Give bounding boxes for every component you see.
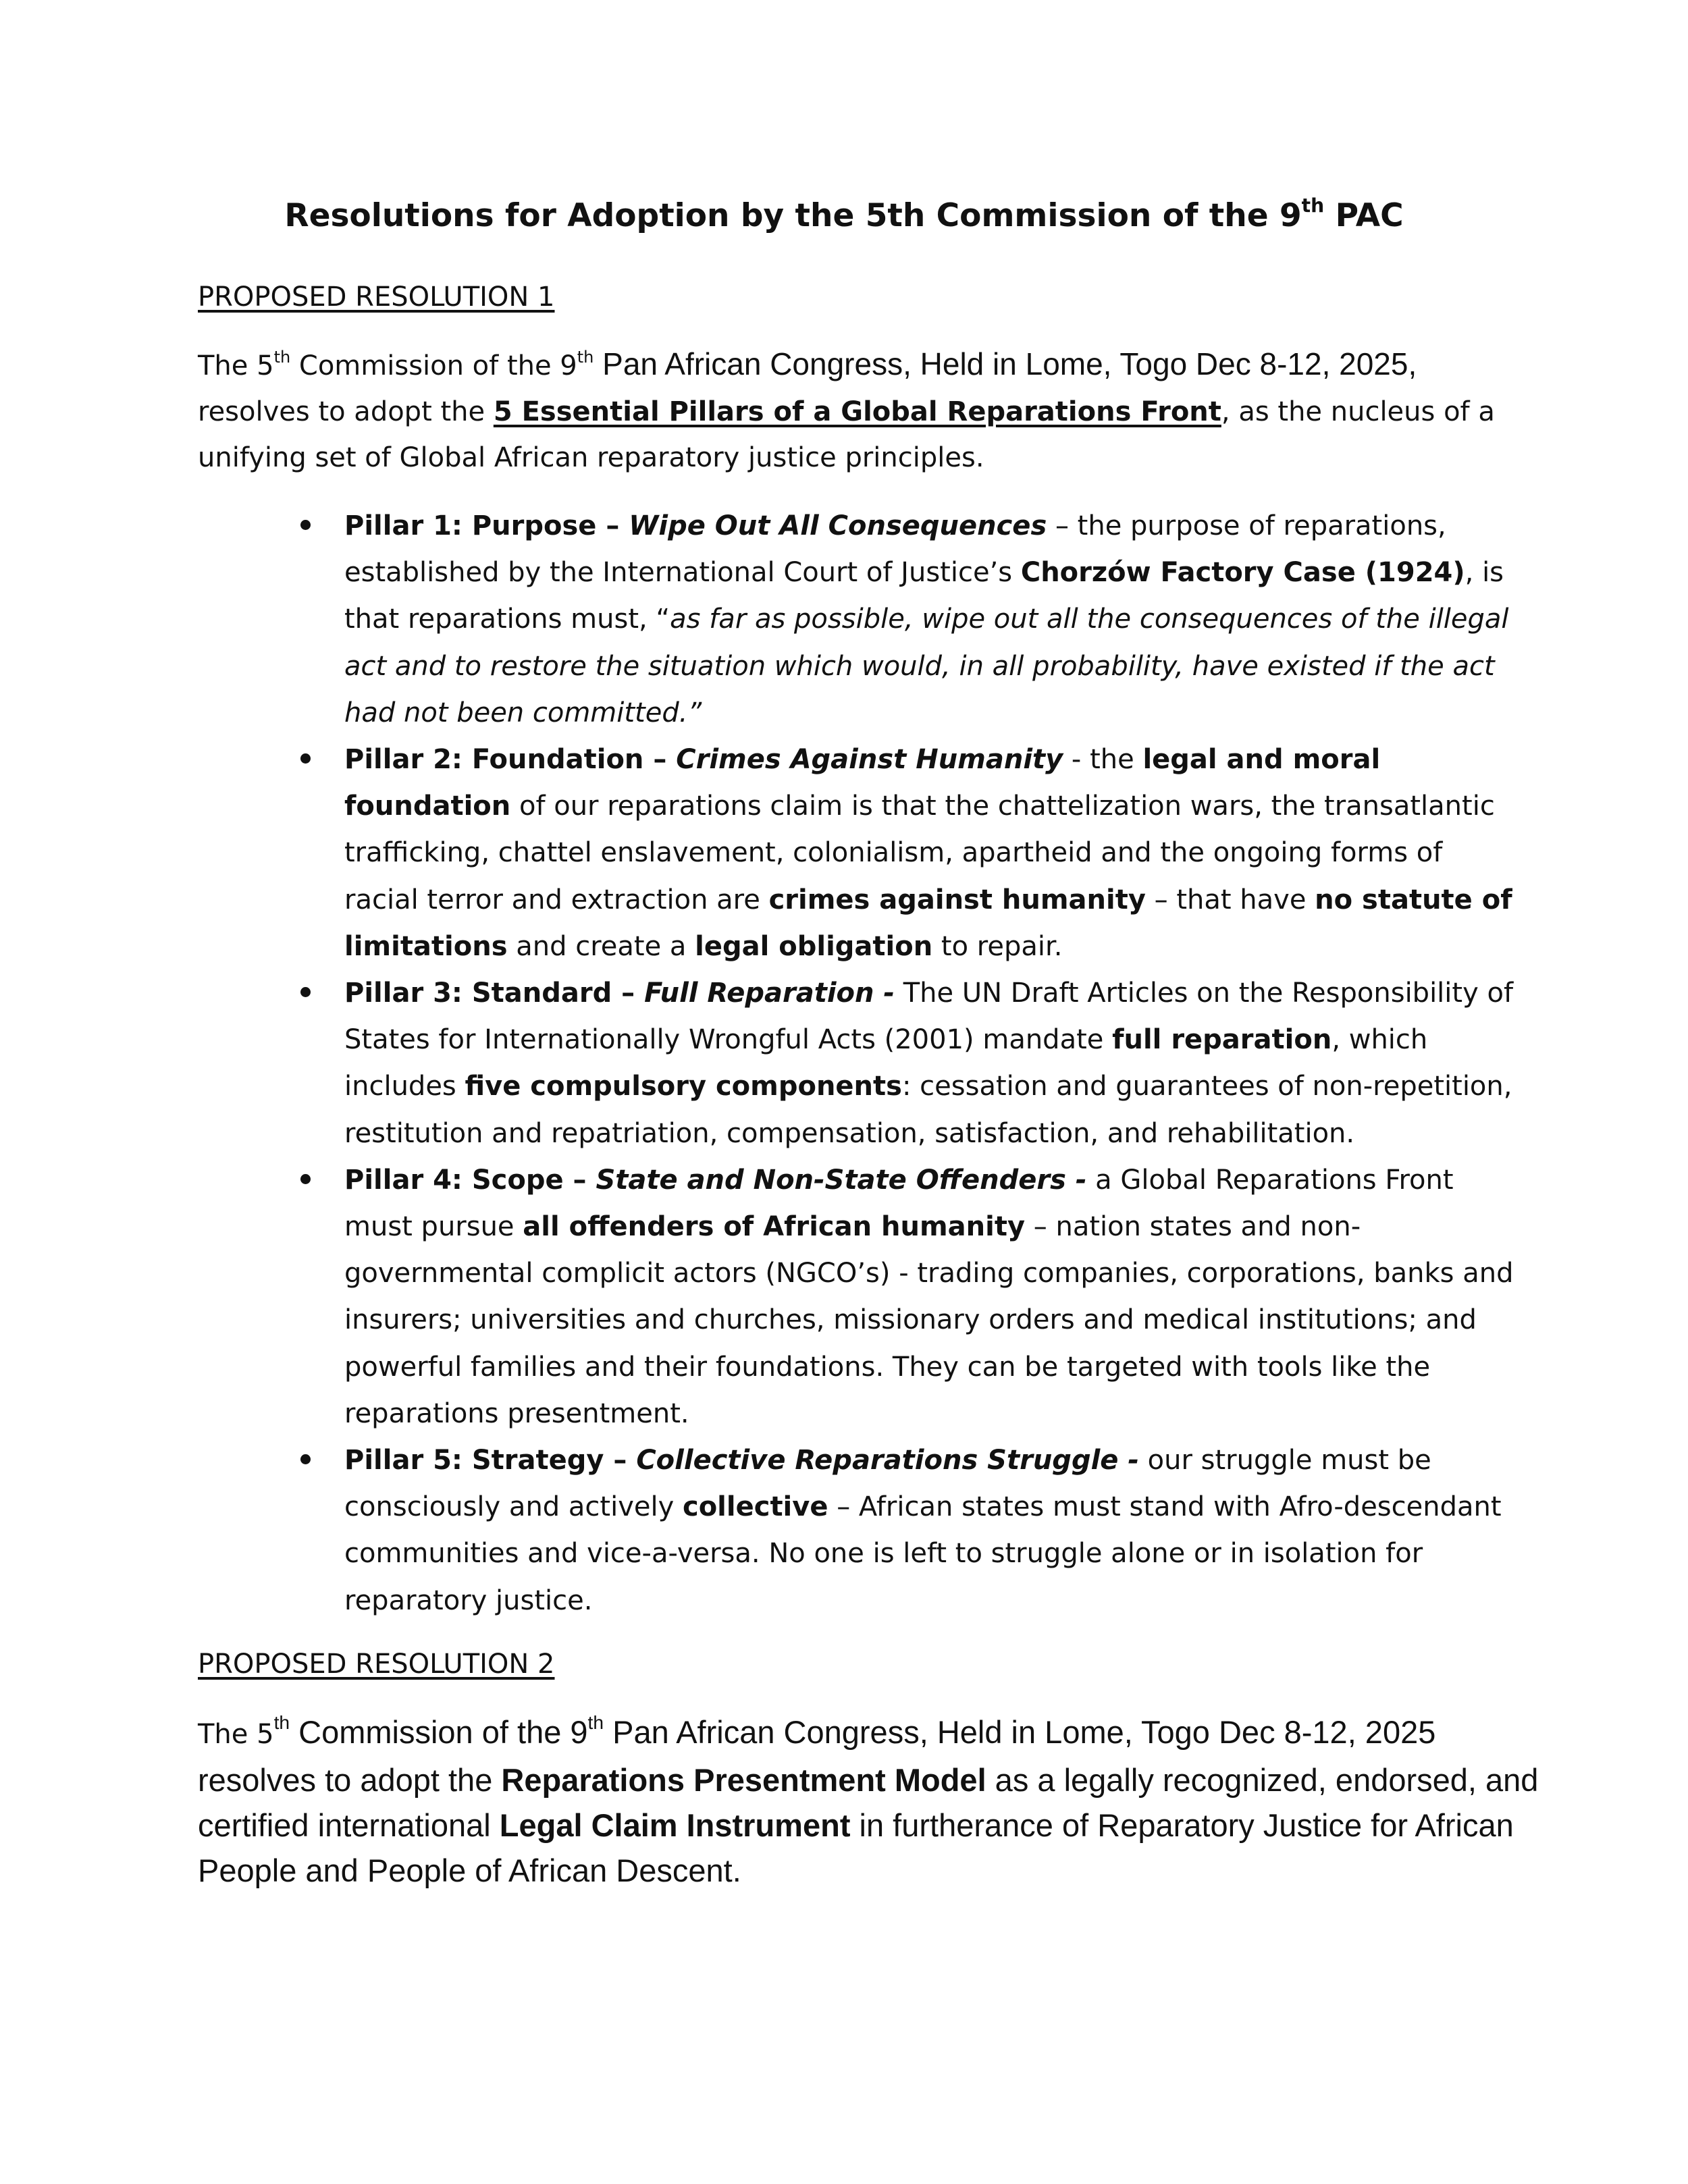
pillar-text-segment: – nation states and non-governmental complicit actors (NGCO’s) - trading companies, corporations, banks and insurers; universities and churches, missionary orders and medical institutions; and powerful families and their foundations. They can be targeted with tools like the reparations presentment. bbox=[344, 1211, 1514, 1429]
pillar-text-segment: crimes against humanity bbox=[768, 884, 1146, 915]
pillar-item bbox=[344, 737, 1519, 970]
pillar-item bbox=[344, 503, 1519, 737]
pillar-text-segment: full reparation bbox=[1112, 1024, 1332, 1056]
title-superscript: th bbox=[1301, 194, 1325, 217]
pillar-text-segment: State and Non-State Offenders - bbox=[596, 1164, 1087, 1196]
pillar-text-segment: legal and moral foundation bbox=[344, 744, 1381, 822]
r1-sup-2: th bbox=[577, 348, 594, 367]
r2-text-4: Pan African Congress, Held in Lome, Togo Dec 8-12, 2025 resolves to adopt the bbox=[198, 1714, 1436, 1798]
title-text: Resolutions for Adoption by the 5th Commission of the 9 bbox=[284, 197, 1302, 234]
pillar-text-segment: collective bbox=[682, 1491, 828, 1523]
pillar-text-segment: – that have bbox=[1145, 884, 1315, 915]
pillar-text-segment: our struggle must be consciously and actively bbox=[344, 1445, 1431, 1523]
r2-sup-1: th bbox=[273, 1711, 290, 1733]
title-suffix: PAC bbox=[1324, 197, 1404, 234]
resolution-1-paragraph bbox=[198, 341, 1501, 481]
document-title bbox=[0, 196, 1688, 236]
bullet-icon bbox=[300, 520, 311, 530]
pillar-text-segment: Pillar 1: Purpose – bbox=[344, 510, 629, 541]
pillar-text-segment: , is that reparations must, “ bbox=[344, 557, 1504, 635]
pillars-reference: 5 Essential Pillars of a Global Reparations Front bbox=[493, 396, 1221, 427]
r2-text-1: The bbox=[198, 1719, 248, 1750]
resolution-2-paragraph bbox=[198, 1709, 1548, 1893]
pillar-text-segment: Collective Reparations Struggle - bbox=[636, 1445, 1139, 1476]
pillar-item bbox=[344, 970, 1519, 1157]
pillar-text-segment: Pillar 5: Strategy – bbox=[344, 1445, 637, 1476]
pillar-text-segment: and create a bbox=[507, 930, 695, 962]
pillar-text-segment: a Global Reparations Front must pursue bbox=[344, 1164, 1454, 1243]
r2-bold-2: Legal Claim Instrument bbox=[499, 1807, 851, 1843]
bullet-icon bbox=[300, 987, 311, 997]
pillar-text-segment: to repair. bbox=[932, 930, 1063, 962]
pillar-text-segment: , which includes bbox=[344, 1024, 1428, 1102]
pillar-text-segment: – the purpose of reparations, established by the International Court of Justice’s bbox=[344, 510, 1446, 589]
pillar-text-segment: The UN Draft Articles on the Responsibility of States for Internationally Wrongful Acts (2001) mandate bbox=[344, 978, 1514, 1056]
pillar-text-segment: - the bbox=[1063, 744, 1143, 776]
bullet-icon bbox=[300, 753, 311, 764]
pillar-text-segment: Pillar 3: Standard – bbox=[344, 978, 645, 1009]
r2-bold-1: Reparations Presentment Model bbox=[501, 1762, 986, 1798]
r2-text-3: Commission of the 9 bbox=[290, 1714, 588, 1750]
pillar-list bbox=[344, 503, 1519, 1624]
r1-text-2: Commission of the 9 bbox=[290, 350, 577, 381]
resolution-1-heading: PROPOSED RESOLUTION 1 bbox=[198, 282, 555, 313]
pillar-text-segment: Pillar 2: Foundation – bbox=[344, 744, 677, 776]
pillar-text-segment: five compulsory components bbox=[465, 1071, 902, 1102]
pillar-text-segment: legal obligation bbox=[695, 930, 933, 962]
resolution-2-heading: PROPOSED RESOLUTION 2 bbox=[198, 1649, 555, 1680]
pillar-text-segment: Full Reparation - bbox=[644, 978, 895, 1009]
pillar-text-segment: Crimes Against Humanity bbox=[676, 744, 1063, 776]
pillar-text-segment: as far as possible, wipe out all the consequences of the illegal act and to restore the situation which would, in all probability, have existed if the act had not been committed.” bbox=[344, 604, 1509, 728]
pillar-text-segment: – African states must stand with Afro-descendant communities and vice-a-versa. No one is left to struggle alone or in isolation for reparatory justice. bbox=[344, 1491, 1502, 1616]
r1-text-4: resolves to adopt the bbox=[198, 396, 494, 427]
pillar-text-segment: Wipe Out All Consequences bbox=[629, 510, 1047, 541]
pillar-text-segment: of our reparations claim is that the chattelization wars, the transatlantic trafficking, chattel enslavement, colonialism, apartheid and the ongoing forms of racial terror and extraction are bbox=[344, 791, 1495, 915]
pillar-item bbox=[344, 1437, 1519, 1624]
bullet-icon bbox=[300, 1454, 311, 1464]
r2-text-5: as a legally recognized, endorsed, and certified international bbox=[198, 1762, 1539, 1843]
r1-sup-1: th bbox=[273, 348, 291, 367]
r2-text-2: 5 bbox=[248, 1719, 274, 1750]
r2-text-6: in furtherance of Reparatory Justice for African People and People of African Descent. bbox=[198, 1807, 1514, 1888]
pillar-text-segment: all offenders of African humanity bbox=[523, 1211, 1026, 1243]
pillar-text-segment: Chorzów Factory Case (1924) bbox=[1020, 557, 1465, 589]
r1-text-3: Pan African Congress, Held in Lome, Togo Dec 8-12, 2025, bbox=[594, 346, 1417, 381]
r1-text-5: , as the nucleus of a unifying set of Global African reparatory justice principles. bbox=[198, 396, 1495, 473]
r2-sup-2: th bbox=[587, 1711, 604, 1733]
pillar-item bbox=[344, 1157, 1519, 1437]
pillar-text-segment: no statute of limitations bbox=[344, 884, 1512, 962]
pillar-text-segment: Pillar 4: Scope – bbox=[344, 1164, 596, 1196]
r1-text-1: The 5 bbox=[198, 350, 274, 381]
pillar-text-segment: : cessation and guarantees of non-repetition, restitution and repatriation, compensation, satisfaction, and rehabilitation. bbox=[344, 1071, 1512, 1149]
bullet-icon bbox=[300, 1174, 311, 1184]
